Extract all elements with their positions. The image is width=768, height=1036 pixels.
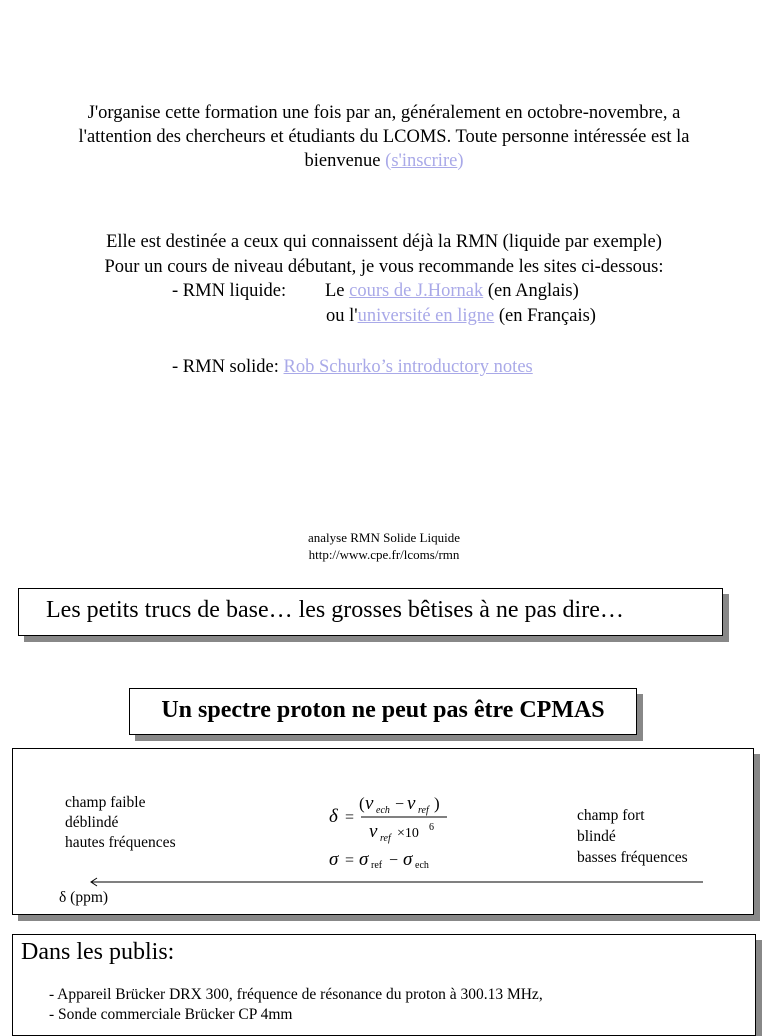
intro-line-2: l'attention des chercheurs et étudiants du LCOMS. Toute personne intéressée est la — [78, 127, 690, 147]
shift-formula — [323, 787, 473, 877]
high-field-line-2: blindé — [577, 828, 616, 845]
univ-suffix: (en Français) — [494, 306, 596, 326]
low-field-labels — [65, 793, 176, 853]
solid-row — [172, 357, 533, 378]
sigma-sub-ref: ref — [371, 860, 383, 871]
solid-label: - RMN solide: — [172, 357, 284, 377]
num-close: ) — [434, 794, 440, 813]
close-paren: ) — [457, 151, 464, 171]
intro-line-1: J'organise cette formation une fois par an, généralement en octobre-novembre, a — [87, 103, 681, 123]
delta-symbol: δ — [329, 806, 338, 827]
schurko-link[interactable]: Rob Schurko’s introductory notes — [283, 357, 533, 377]
high-field-line-1: champ fort — [577, 807, 645, 824]
times-ten: ×10 — [397, 826, 419, 841]
publications-panel — [12, 934, 756, 1036]
minus-sign: − — [395, 796, 405, 813]
univ-prefix: ou l' — [326, 306, 358, 326]
sigma-ref: σ — [359, 849, 369, 870]
tips-banner-title: Les petits trucs de base… les grosses bêtises à ne pas dire… — [46, 597, 624, 623]
hornak-prefix: Le — [325, 281, 350, 301]
low-field-line-1: champ faible — [65, 794, 146, 811]
ppm-axis-arrow — [83, 875, 715, 889]
ppm-axis-label: δ (ppm) — [59, 889, 109, 906]
high-field-line-3: basses fréquences — [577, 849, 688, 866]
sigma-minus: − — [389, 852, 399, 869]
liquid-row — [172, 281, 286, 302]
hornak-row — [325, 281, 579, 302]
high-field-labels — [577, 805, 688, 868]
level-line-2: Pour un cours de niveau débutant, je vous recommande les sites ci-dessous: — [104, 257, 664, 277]
intro-paragraph — [20, 101, 748, 173]
den-sub-ref: ref — [380, 833, 391, 844]
den-nu-ref: ν — [369, 821, 378, 842]
univ-row — [326, 306, 596, 327]
footer-url: http://www.cpe.fr/lcoms/rmn — [308, 547, 460, 562]
hornak-suffix: (en Anglais) — [483, 281, 579, 301]
num-open: ( — [359, 794, 365, 813]
low-field-line-3: hautes fréquences — [65, 834, 176, 851]
level-line-1: Elle est destinée a ceux qui connaissent déjà la RMN (liquide par exemple) — [106, 232, 662, 252]
cpmas-banner-title: Un spectre proton ne peut pas être CPMAS — [161, 697, 605, 723]
tips-banner — [18, 588, 723, 636]
level-section — [20, 230, 748, 280]
liquid-label: - RMN liquide: — [172, 281, 287, 301]
sigma-symbol: σ — [329, 849, 339, 870]
signup-link[interactable]: s'inscrire — [391, 151, 458, 171]
intro-line-3-prefix: bienvenue — [304, 151, 386, 171]
intro-line-3 — [20, 149, 748, 173]
publication-line-1: - Appareil Brücker DRX 300, fréquence de résonance du proton à 300.13 MHz, — [49, 986, 543, 1003]
sub-ref: ref — [418, 805, 429, 816]
sigma-equals: = — [345, 852, 355, 869]
low-field-line-2: déblindé — [65, 814, 119, 831]
nu-ech: ν — [365, 793, 374, 814]
page-footer — [0, 529, 768, 563]
univ-link[interactable]: université en ligne — [357, 306, 495, 326]
chemical-shift-panel — [12, 748, 754, 915]
equals-sign: = — [345, 809, 355, 826]
sub-ech: ech — [376, 805, 390, 816]
sigma-sub-ech: ech — [415, 860, 429, 871]
nu-ref: ν — [407, 793, 416, 814]
exponent: 6 — [429, 822, 434, 833]
publication-line-2: - Sonde commerciale Brücker CP 4mm — [49, 1006, 293, 1023]
cpmas-banner — [129, 688, 637, 735]
footer-title: analyse RMN Solide Liquide — [307, 530, 460, 545]
hornak-link[interactable]: cours de J.Hornak — [349, 281, 484, 301]
publications-title: Dans les publis: — [21, 939, 175, 965]
sigma-ech: σ — [403, 849, 413, 870]
open-paren: ( — [385, 151, 392, 171]
